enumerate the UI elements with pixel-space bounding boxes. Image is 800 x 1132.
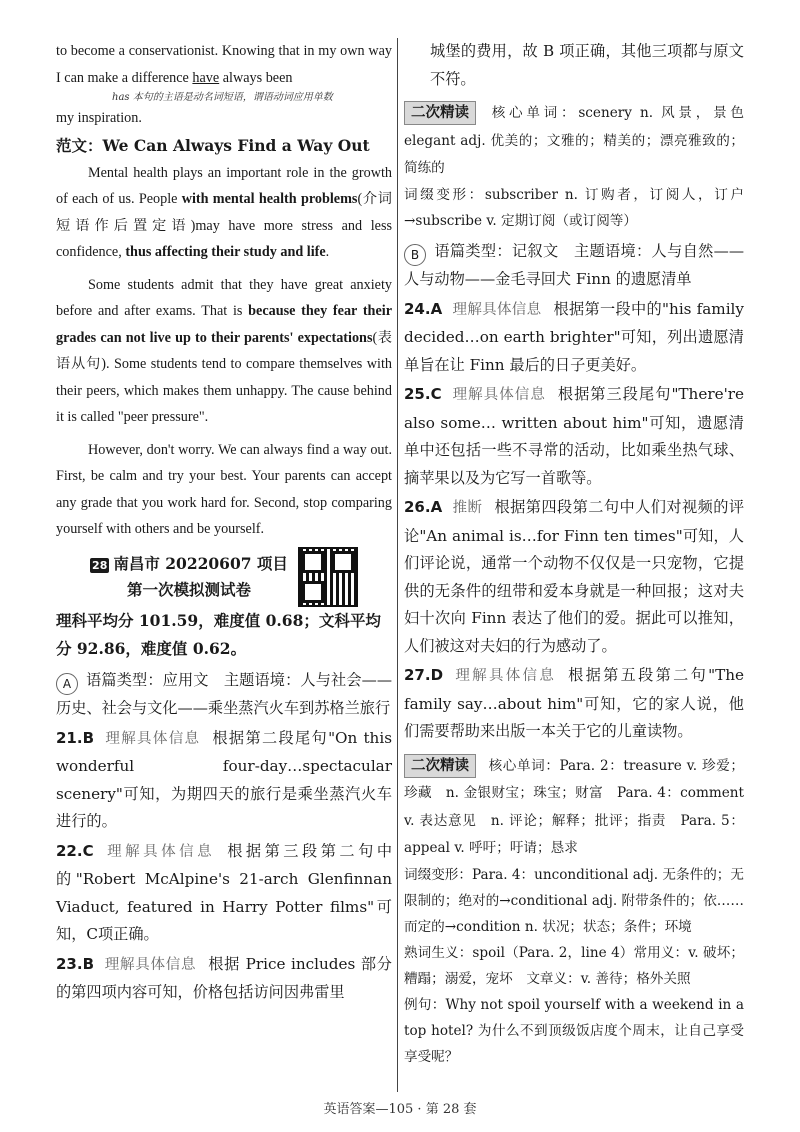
answer-list-left bbox=[56, 725, 392, 1007]
sample-label: 范文： bbox=[56, 135, 103, 155]
score-stats: 理科平均分 101.59，难度值 0.68；文科平均分 92.86，难度值 0.62。 bbox=[56, 610, 381, 658]
example-sentence: 例句：Why not spoil yourself with a weekend in a top hotel? 为什么不到顶级饭店度个周末，让自己享受享受呢？ bbox=[404, 996, 744, 1065]
passage-b-info bbox=[404, 238, 744, 294]
sample-title-text: We Can Always Find a Way Out bbox=[102, 135, 370, 155]
error-word: have bbox=[192, 69, 220, 86]
answer-item bbox=[56, 838, 392, 949]
passage-badge-a: A bbox=[56, 673, 78, 695]
section-line-2: 第一次模拟测试卷 bbox=[126, 579, 251, 599]
question-type: 理解具体信息 bbox=[451, 387, 546, 404]
question-type: 理解具体信息 bbox=[452, 301, 542, 318]
answer-item bbox=[56, 725, 392, 836]
p2-text-2: . Some students tend to compare themselves with their peers, which makes them unhappy. The cause behind it is called "peer pressure". bbox=[56, 356, 392, 425]
sample-title bbox=[56, 132, 392, 160]
column-divider bbox=[397, 38, 398, 1092]
p2-highlight: because they fear their grades can not live up to their parents' expectations bbox=[56, 303, 392, 346]
essay-intro-text-2: always been bbox=[219, 69, 293, 86]
p2-text: Some students admit that they have great anxiety before and after exams. That is bbox=[56, 276, 392, 319]
answer-explanation: 根据第一段中的"his family decided…on earth brighter"可知，列出遗愿清单旨在让 Finn 最后的日子更美好。 bbox=[404, 299, 744, 374]
p1-end: . bbox=[325, 244, 330, 260]
answer-number: 23.B bbox=[56, 954, 95, 973]
answer-explanation: 根据第二段尾句"On this wonderful four-day…spectacular scenery"可知，为期四天的旅行是乘坐蒸汽火车进行的。 bbox=[56, 728, 392, 831]
answer-number: 21.B bbox=[56, 728, 95, 747]
question-type: 理解具体信息 bbox=[453, 668, 557, 685]
passage-a-type: 语篇类型：应用文 主题语境：人与社会——历史、社会与文化——乘坐蒸汽火车到苏格兰旅行 bbox=[56, 670, 392, 718]
section-number-badge: 28 bbox=[92, 558, 108, 572]
passage-b-type: 语篇类型：记叙文 主题语境：人与自然——人与动物——金毛寻回犬 Finn 的遗愿清单 bbox=[404, 241, 744, 289]
vocab-block-1 bbox=[404, 99, 758, 182]
section-header bbox=[56, 547, 392, 607]
answer-number: 24.A bbox=[404, 299, 443, 318]
question-type: 理解具体信息 bbox=[104, 956, 197, 973]
answer-explanation: 根据第三段尾句"There're also some… written about him"可知，遗愿清单中还包括一些不寻常的活动，比如乘坐热气球、摘苹果以及为它写一首歌等。 bbox=[404, 385, 744, 487]
p1-highlight-2: thus affecting their study and life bbox=[125, 244, 326, 260]
sample-paragraph-1 bbox=[56, 160, 392, 266]
p1-text-2: may have more stress and less confidence, bbox=[56, 217, 392, 260]
essay-intro bbox=[56, 38, 392, 91]
left-column bbox=[56, 38, 392, 1092]
answer-item bbox=[404, 381, 744, 492]
answer-continuation: 城堡的费用，故 B 项正确，其他三项都与原文不符。 bbox=[430, 42, 744, 88]
answer-explanation: 根据 Price includes 部分的第四项内容可知，价格包括访问因弗雷里 bbox=[56, 954, 392, 1002]
core-vocab-2: 核心单词：Para. 2：treasure v. 珍爱；珍藏 n. 金银财宝；珠宝；财富 Para. 4：comment v. 表达意见 n. 评论；解释；批评；指责 Para. 5：appeal v. 呼吁；吁请；恳求 bbox=[404, 757, 744, 857]
vocab-block-2 bbox=[404, 752, 744, 862]
answer-number: 27.D bbox=[404, 666, 444, 685]
passage-a-info bbox=[56, 667, 392, 723]
answer-number: 22.C bbox=[56, 841, 94, 860]
answer-list-right bbox=[404, 296, 744, 746]
p2-note: (表语从句) bbox=[56, 329, 392, 372]
qr-code-icon[interactable] bbox=[298, 547, 358, 607]
answer-item bbox=[56, 951, 392, 1007]
sample-paragraph-2 bbox=[56, 272, 392, 431]
question-type: 推断 bbox=[452, 500, 483, 517]
sample-paragraph-3: However, don't worry. We can always find a way out. First, be calm and try your best. Your parents can accept any grade that you work hard for. Second, stop comparing yourself with others and be yourself. bbox=[56, 441, 392, 537]
question-type: 理解具体信息 bbox=[103, 843, 216, 860]
affix-block-2: 词缀变形：Para. 4：unconditional adj. 无条件的；无限制的；绝对的→conditional adj. 附带条件的；依……而定的→condition n. 状况；状态；条件；环境 bbox=[404, 866, 744, 935]
essay-intro-text: to become a conservationist. Knowing that in my own way I can make a difference bbox=[56, 43, 392, 86]
section-title bbox=[90, 551, 288, 603]
p1-text: Mental health plays an important role in the growth of each of us. People bbox=[56, 164, 392, 207]
answer-explanation: 根据第三段第二句中的"Robert McAlpine's 21-arch Glenfinnan Viaduct, featured in Harry Potter films"可知，C项正确。 bbox=[56, 841, 393, 944]
answer-item bbox=[404, 296, 744, 380]
answer-number: 25.C bbox=[404, 385, 442, 404]
p1-note: (介词短语作后置定语) bbox=[56, 191, 392, 234]
page-footer: 英语答案—105 · 第 28 套 bbox=[323, 1102, 477, 1117]
answer-number: 26.A bbox=[404, 498, 443, 517]
correction-note: has 本句的主语是动名词短语，谓语动词应用单数 bbox=[112, 92, 333, 103]
essay-intro-end: my inspiration. bbox=[56, 110, 142, 126]
right-column bbox=[404, 38, 758, 1092]
affix-block-1: 词缀变形：subscriber n. 订购者，订阅人，订户→subscribe v. 定期订阅（或订阅等） bbox=[404, 186, 744, 229]
second-reading-tag: 二次精读 bbox=[404, 754, 476, 778]
answer-item bbox=[404, 662, 744, 746]
answer-item bbox=[404, 494, 744, 660]
passage-badge-b: B bbox=[404, 244, 426, 266]
familiar-word-new-meaning: 熟词生义：spoil（Para. 2，line 4）常用义：v. 破坏；糟蹋；溺爱，宠坏 文章义：v. 善待；格外关照 bbox=[404, 944, 744, 987]
answer-explanation: 根据第四段第二句中人们对视频的评论"An animal is…for Finn ten times"可知，人们评论说，通常一个动物不仅仅是一只宠物，它提供的无条件的纽带和爱本身就是一种回报；这对夫妇十次向 Finn 表达了他们的爱。据此可以推知，人们被这对夫妇的行为感动了。 bbox=[404, 498, 745, 655]
answer-explanation: 根据第五段第二句"The family say…about him"可知，它的家人说，他们需要帮助来出版一本关于它的儿童读物。 bbox=[404, 666, 744, 741]
p1-highlight: with mental health problems bbox=[181, 191, 358, 207]
section-line-1: 南昌市 20220607 项目 bbox=[113, 553, 288, 573]
second-reading-tag: 二次精读 bbox=[404, 101, 476, 125]
core-vocab-1: 核心单词：scenery n. 风景，景色 elegant adj. 优美的；文雅的；精美的；漂亮雅致的；简练的 bbox=[404, 105, 758, 176]
question-type: 理解具体信息 bbox=[104, 730, 201, 747]
